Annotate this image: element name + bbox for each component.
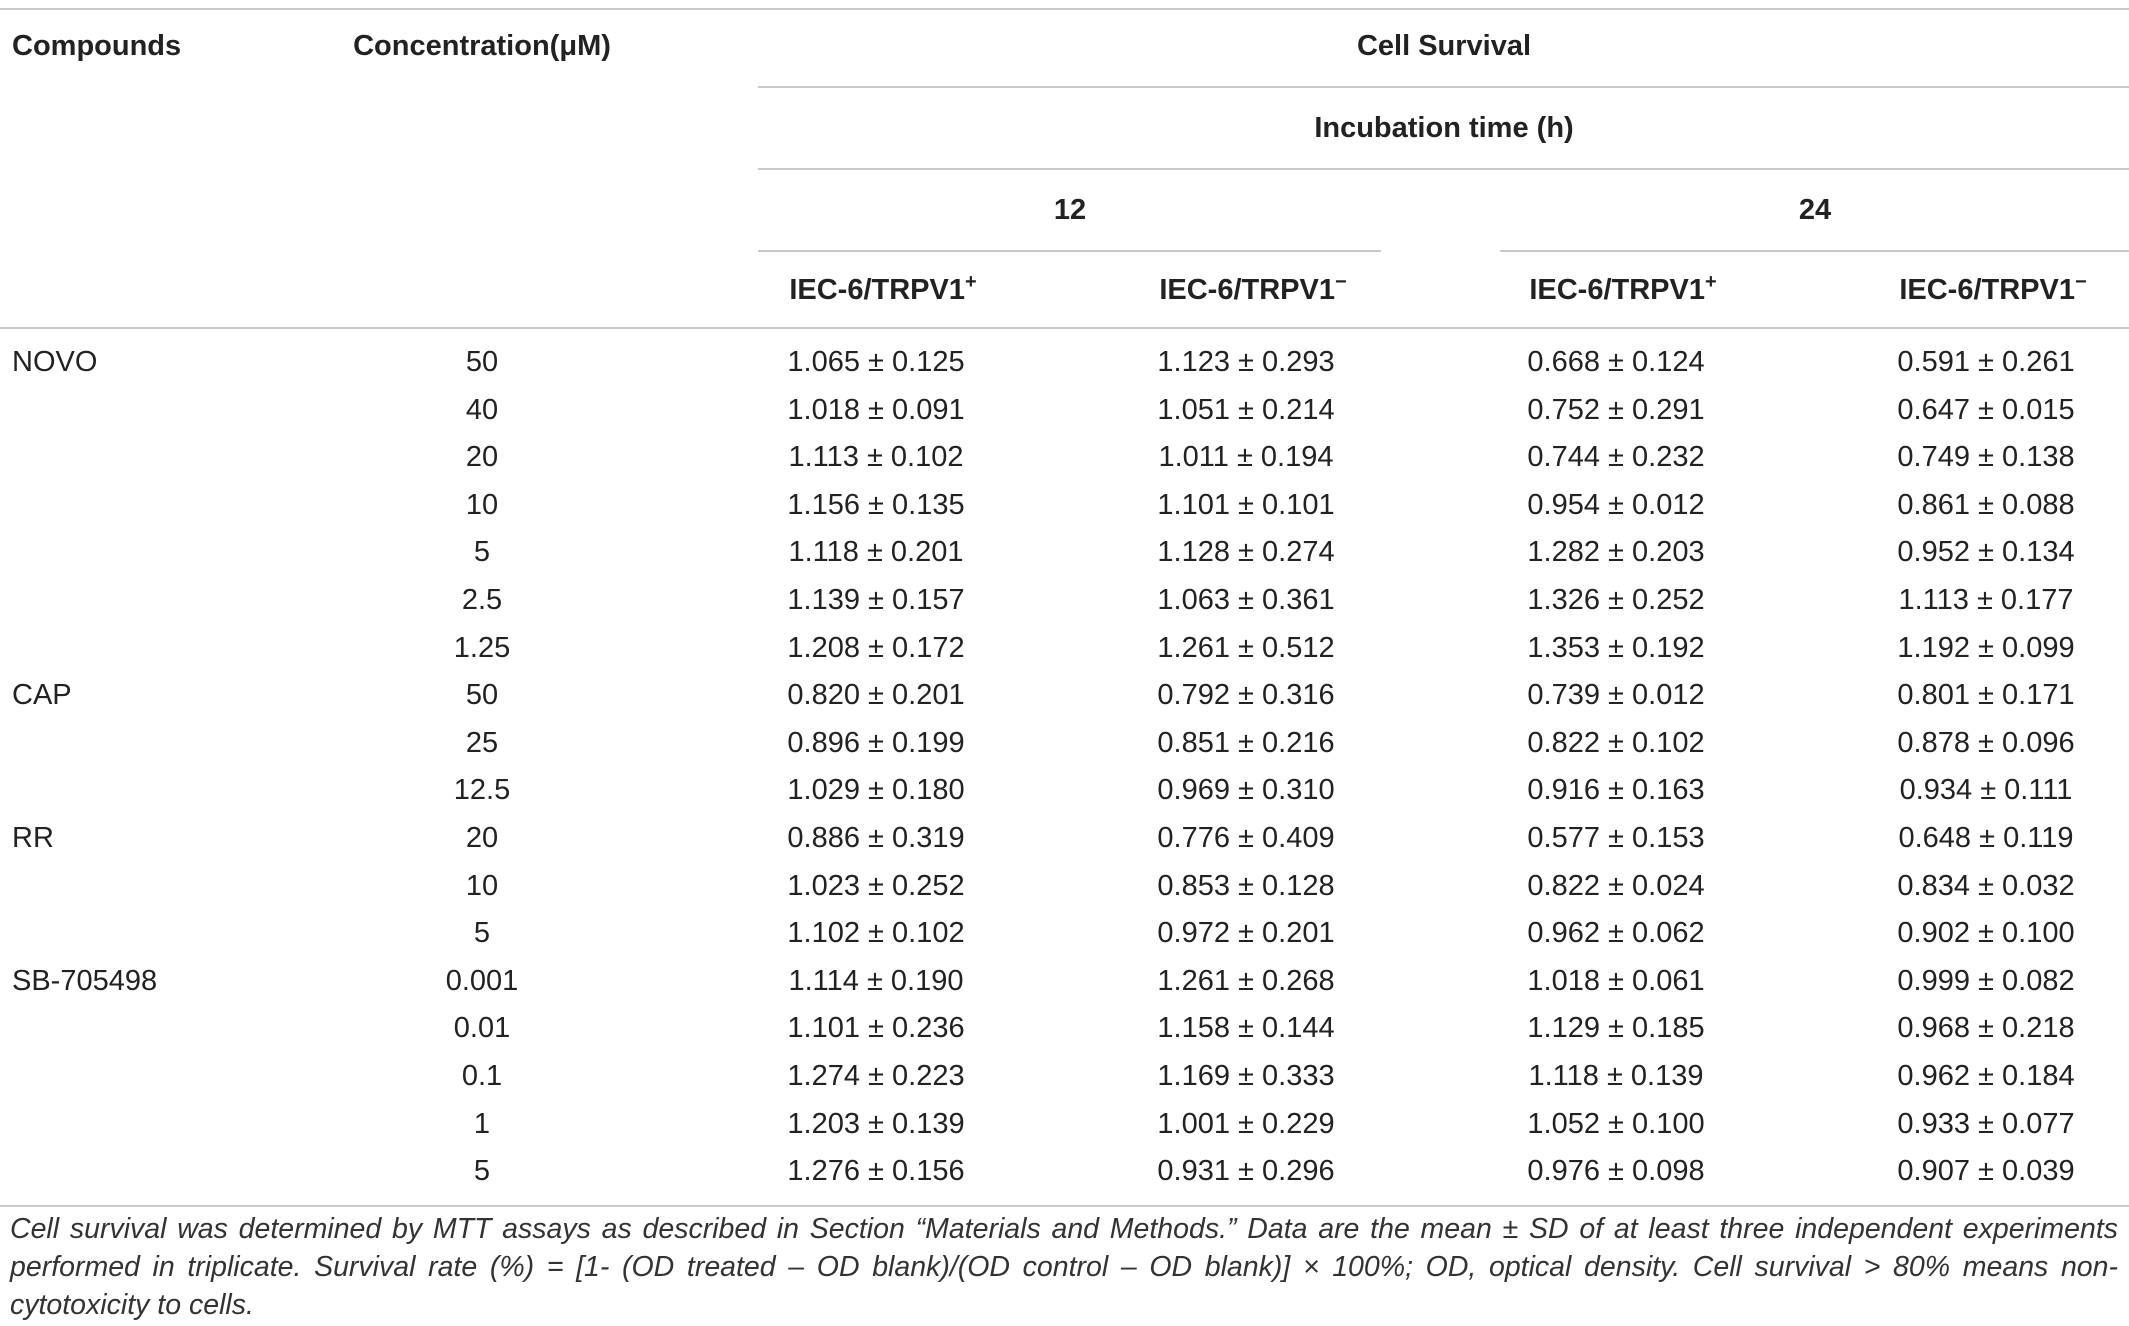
header-bottom-rule [0,327,2129,329]
row-concentration: 50 [465,679,499,712]
row-value-v24n: 0.999 ± 0.082 [1897,964,2075,997]
header-compounds: Compounds [12,30,182,62]
row-value-v24n: 0.907 ± 0.039 [1897,1155,2075,1188]
time-24-rule [1500,250,2129,252]
row-value-v24n: 0.934 ± 0.111 [1899,774,2073,807]
row-value-v12p: 0.896 ± 0.199 [787,726,965,759]
row-value-v12n: 0.969 ± 0.310 [1157,774,1335,807]
row-value-v12n: 0.776 ± 0.409 [1157,822,1335,854]
header-24-pos-sup: + [1704,271,1717,293]
row-value-v12p: 0.820 ± 0.201 [787,679,965,712]
row-value-v12p: 1.101 ± 0.236 [787,1012,965,1045]
header-12-neg-label: IEC-6/TRPV1 [1159,274,1335,306]
row-value-v12p: 1.023 ± 0.252 [787,869,965,902]
row-value-v24p: 0.954 ± 0.012 [1527,488,1705,521]
row-concentration: 1 [473,1107,491,1140]
time-12-rule [758,250,1381,252]
row-value-v12p: 1.203 ± 0.139 [787,1107,965,1140]
row-value-v12p: 1.113 ± 0.102 [788,441,964,474]
row-concentration: 20 [465,822,499,854]
row-value-v24n: 0.902 ± 0.100 [1897,917,2075,950]
row-value-v12n: 1.001 ± 0.229 [1157,1107,1335,1140]
row-value-v24n: 0.962 ± 0.184 [1897,1060,2075,1092]
row-value-v12n: 1.261 ± 0.268 [1157,964,1335,997]
row-value-v24n: 1.113 ± 0.177 [1898,584,2074,616]
row-value-v12n: 1.051 ± 0.214 [1157,393,1335,426]
row-value-v12p: 1.156 ± 0.135 [787,488,965,521]
row-value-v24p: 0.668 ± 0.124 [1527,346,1705,378]
row-value-v24n: 0.861 ± 0.088 [1897,488,2075,521]
row-value-v24p: 1.052 ± 0.100 [1527,1107,1705,1140]
header-time-12: 12 [1053,194,1087,226]
row-value-v24p: 1.326 ± 0.252 [1527,584,1705,616]
row-value-v24n: 0.591 ± 0.261 [1897,346,2075,378]
row-concentration: 20 [465,441,499,474]
row-value-v24n: 0.834 ± 0.032 [1897,869,2075,902]
row-compound: CAP [12,679,72,712]
row-value-v24n: 0.933 ± 0.077 [1897,1107,2075,1140]
row-value-v12p: 1.065 ± 0.125 [787,346,965,378]
header-24-trpv1-positive [1473,272,1773,308]
header-12-trpv1-negative [1103,272,1403,308]
row-value-v24p: 0.739 ± 0.012 [1527,679,1705,712]
header-24-neg-label: IEC-6/TRPV1 [1899,274,2075,306]
table-top-rule [0,8,2129,10]
row-value-v24p: 0.976 ± 0.098 [1527,1155,1705,1188]
row-concentration: 40 [465,393,499,426]
header-concentration: Concentration(μM) [353,30,611,62]
row-value-v12n: 1.101 ± 0.101 [1157,488,1335,521]
row-value-v24n: 0.878 ± 0.096 [1897,726,2075,759]
row-concentration: 0.01 [453,1012,511,1045]
row-value-v24p: 1.129 ± 0.185 [1527,1012,1705,1045]
row-compound: SB-705498 [12,964,158,997]
row-concentration: 5 [473,536,491,569]
row-value-v24n: 0.952 ± 0.134 [1897,536,2075,569]
row-value-v12p: 1.102 ± 0.102 [787,917,965,950]
header-12-pos-label: IEC-6/TRPV1 [789,274,965,306]
row-value-v24p: 1.353 ± 0.192 [1527,631,1705,664]
cell-survival-rule [758,86,2129,88]
row-value-v12n: 1.169 ± 0.333 [1157,1060,1335,1092]
table-footnote: Cell survival was determined by MTT assays as described in Section “Materials and Methods.” Data are the mean ± SD of at least three independent experiments performed in triplicate. Survival rate (%) = [1- (OD treated – OD blank)/(OD control – OD blank)] × 100%; OD, optical density. Cell survival > 80% means non-cytotoxicity to cells. [10,1213,2118,1321]
header-12-neg-sup: − [1334,271,1347,293]
row-concentration: 10 [465,488,499,521]
row-value-v24p: 0.822 ± 0.102 [1527,726,1705,759]
row-value-v12p: 1.274 ± 0.223 [787,1060,965,1092]
row-value-v24n: 0.647 ± 0.015 [1897,393,2075,426]
row-value-v24p: 1.018 ± 0.061 [1527,964,1705,997]
row-value-v24p: 1.118 ± 0.139 [1528,1060,1704,1092]
row-value-v12p: 1.029 ± 0.180 [787,774,965,807]
header-24-pos-label: IEC-6/TRPV1 [1529,274,1705,306]
row-concentration: 0.1 [461,1060,503,1092]
row-value-v12n: 1.261 ± 0.512 [1157,631,1335,664]
row-concentration: 12.5 [453,774,511,807]
row-value-v24p: 0.962 ± 0.062 [1527,917,1705,950]
header-12-trpv1-positive [733,272,1033,308]
row-value-v12n: 0.851 ± 0.216 [1157,726,1335,759]
row-value-v12n: 0.972 ± 0.201 [1157,917,1335,950]
row-value-v24n: 0.801 ± 0.171 [1897,679,2075,712]
row-value-v12n: 0.853 ± 0.128 [1157,869,1335,902]
row-value-v12n: 0.792 ± 0.316 [1157,679,1335,712]
row-concentration: 5 [473,1155,491,1188]
row-value-v24p: 0.744 ± 0.232 [1527,441,1705,474]
row-concentration: 5 [473,917,491,950]
row-value-v12p: 0.886 ± 0.319 [787,822,965,854]
header-incubation-time: Incubation time (h) [1314,112,1574,144]
row-concentration: 50 [465,346,499,378]
row-value-v12p: 1.114 ± 0.190 [788,964,964,997]
row-compound: RR [12,822,54,854]
row-value-v24n: 0.968 ± 0.218 [1897,1012,2075,1045]
header-24-trpv1-negative [1843,272,2129,308]
row-value-v12n: 1.158 ± 0.144 [1157,1012,1335,1045]
row-value-v24p: 0.916 ± 0.163 [1527,774,1705,807]
row-value-v12n: 1.128 ± 0.274 [1157,536,1335,569]
header-24-neg-sup: − [2074,271,2087,293]
row-concentration: 25 [465,726,499,759]
row-value-v12p: 1.018 ± 0.091 [787,393,965,426]
row-value-v12n: 1.011 ± 0.194 [1158,441,1334,474]
row-value-v12n: 1.123 ± 0.293 [1157,346,1335,378]
row-value-v24n: 0.749 ± 0.138 [1897,441,2075,474]
row-value-v12n: 0.931 ± 0.296 [1157,1155,1335,1188]
row-value-v24p: 0.752 ± 0.291 [1527,393,1705,426]
row-value-v12p: 1.139 ± 0.157 [787,584,965,616]
table-bottom-rule [0,1205,2129,1207]
row-value-v24p: 0.822 ± 0.024 [1527,869,1705,902]
row-value-v24p: 0.577 ± 0.153 [1527,822,1705,854]
row-value-v12n: 1.063 ± 0.361 [1157,584,1335,616]
row-value-v24n: 1.192 ± 0.099 [1897,631,2075,664]
header-time-24: 24 [1798,194,1832,226]
row-value-v24n: 0.648 ± 0.119 [1898,822,2074,854]
header-12-pos-sup: + [964,271,977,293]
row-value-v12p: 1.118 ± 0.201 [788,536,964,569]
row-compound: NOVO [12,346,98,378]
row-concentration: 2.5 [461,584,503,616]
header-cell-survival: Cell Survival [1356,30,1532,62]
incubation-time-rule [758,168,2129,170]
row-value-v12p: 1.208 ± 0.172 [787,631,965,664]
row-concentration: 1.25 [453,631,511,664]
row-concentration: 10 [465,869,499,902]
row-value-v12p: 1.276 ± 0.156 [787,1155,965,1188]
row-value-v24p: 1.282 ± 0.203 [1527,536,1705,569]
row-concentration: 0.001 [445,964,519,997]
